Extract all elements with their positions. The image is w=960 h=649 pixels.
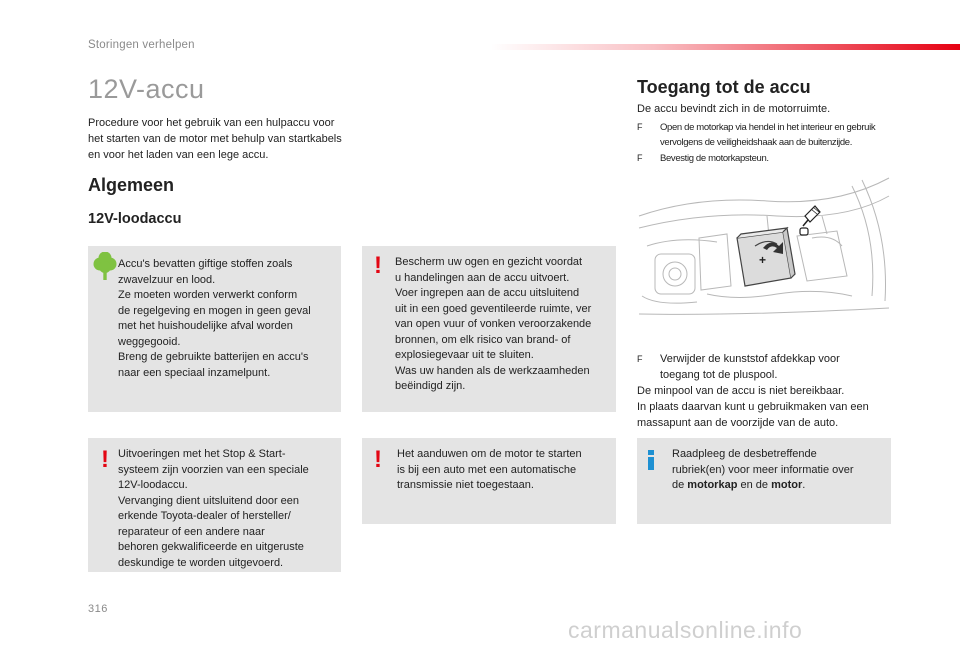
text-line: reparateur of een andere naar (118, 525, 265, 538)
text-line: Bevestig de motorkapsteun. (660, 153, 769, 164)
text-line: zwavelzuur en lood. (118, 273, 216, 286)
text-line: Accu's bevatten giftige stoffen zoals (118, 258, 293, 270)
text-line: Voer ingrepen aan de accu uitsluitend (395, 287, 580, 299)
text-line: In plaats daarvan kunt u gebruikmaken van een (637, 401, 869, 413)
motor-term: motor (771, 479, 803, 491)
warning-icon: ! (374, 446, 382, 473)
text-line: de regelgeving en mogen in geen geval (118, 304, 311, 317)
bullet-hood-support (637, 151, 897, 166)
text-line: De minpool van de accu is niet bereikbaar. (637, 385, 845, 397)
arrow-marker: F (637, 153, 643, 163)
text-line: Bescherm uw ogen en gezicht voordat (395, 256, 583, 268)
push-start-warning-box (362, 438, 616, 524)
text-line: behoren gekwalificeerde en uitgeruste (118, 541, 304, 553)
text-line: Ze moeten worden verwerkt conform (118, 289, 298, 301)
text-line: bronnen, om elk risico van brand- of (395, 333, 571, 346)
step-line-cont: toegang tot de pluspool. (660, 369, 778, 381)
text-line: transmissie niet toegestaan. (397, 479, 534, 491)
intro-paragraph: Procedure voor het gebruik van een hulpaccu voor het starten van de motor met behulp van startkabels en voor het laden van een lege accu. (88, 117, 342, 161)
page-title: 12V-accu (88, 74, 205, 104)
motorkap-term: motorkap (687, 479, 738, 491)
bullet-open-hood (637, 120, 897, 150)
step-line: F Verwijder de kunststof afdekkap voor (637, 353, 840, 365)
text-line: Uitvoeringen met het Stop & Start- (118, 448, 286, 460)
text-line: uit in een goed geventileerde ruimte, ver (395, 302, 592, 315)
heading-toegang: Toegang tot de accu (637, 77, 811, 97)
text-line: de motorkap en de motor. (672, 479, 806, 491)
plus-label: + (759, 253, 767, 267)
text-line: van open vuur of vonken veroorzakende (395, 318, 592, 330)
text-line: rubriek(en) voor meer informatie over (672, 463, 854, 476)
arrow-marker: F (637, 354, 643, 364)
text-line: u handelingen aan de accu uitvoert. (395, 271, 570, 284)
text-line: Raadpleeg de desbetreffende (672, 448, 817, 460)
text-line: Was uw handen als de werkzaamheden (395, 364, 590, 377)
info-icon (646, 450, 656, 470)
info-note-box (637, 438, 891, 524)
header-accent-bar (490, 44, 960, 50)
environment-icon (91, 252, 119, 282)
text-line: deskundige te worden uitgevoerd. (118, 556, 284, 569)
subheading-loodaccu: 12V-loodaccu (88, 211, 182, 227)
watermark: carmanualsonline.info (568, 617, 803, 643)
text-line: vervolgens de veiligheidshaak aan de buitenzijde. (660, 137, 852, 148)
section-header: Storingen verhelpen (88, 39, 195, 51)
environment-note-box (88, 246, 341, 412)
toegang-intro: De accu bevindt zich in de motorruimte. (637, 103, 831, 115)
warning-icon: ! (101, 446, 109, 473)
text-line: 12V-loodaccu. (118, 479, 188, 491)
text-line: met het huishoudelijke afval worden (118, 320, 293, 332)
text-line: weggegooid. (118, 335, 181, 348)
text-line: Breng de gebruikte batterijen en accu's (118, 351, 309, 363)
warning-icon: ! (374, 252, 382, 279)
text-line: Vervanging dient uitsluitend door een (118, 494, 300, 507)
text-line: erkende Toyota-dealer of hersteller/ (118, 510, 291, 522)
battery-location-illustration (637, 176, 891, 322)
protection-warning-box (362, 246, 616, 412)
text-line: systeem zijn voorzien van een speciale (118, 463, 309, 476)
after-figure-text (637, 351, 899, 431)
text-line: is bij een auto met een automatische (397, 463, 577, 476)
page-number: 316 (88, 603, 108, 615)
text-line: massapunt aan de voorzijde van de auto. (637, 417, 839, 429)
text-line: beëindigd zijn. (395, 380, 466, 392)
heading-algemeen: Algemeen (88, 175, 175, 195)
arrow-marker: F (637, 122, 643, 132)
text-line: Het aanduwen om de motor te starten (397, 448, 582, 460)
text-line: Open de motorkap via hendel in het interieur en gebruik (660, 122, 876, 133)
text-line: explosiegevaar uit te sluiten. (395, 349, 534, 361)
text-line: naar een speciaal inzamelpunt. (118, 366, 271, 379)
stop-start-warning-box (88, 438, 341, 572)
